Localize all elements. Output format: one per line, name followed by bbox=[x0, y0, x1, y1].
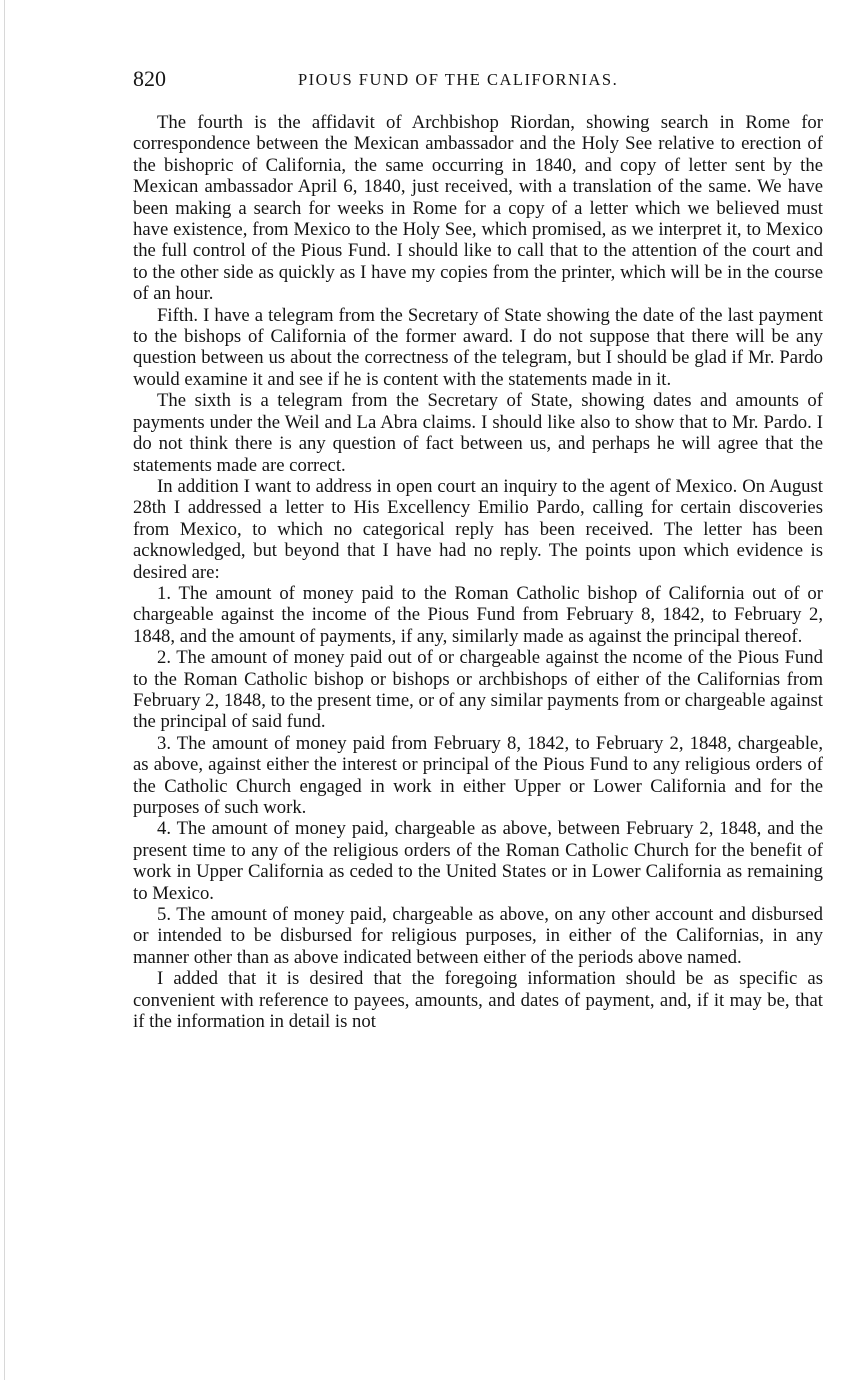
list-item-1: 1. The amount of money paid to the Roman Catholic bishop of California out of or chargeable against the income of the Pious Fund from February 8, 1842, to February 2, 1848, and the amount of payments, if any, similarly made as against the principal thereof. bbox=[133, 582, 823, 647]
paragraph-closing: I added that it is desired that the foregoing information should be as specific as convenient with reference to payees, amounts, and dates of payment, and, if it may be, that if the information in detail is not bbox=[133, 968, 823, 1033]
list-item-2: 2. The amount of money paid out of or chargeable against the ncome of the Pious Fund to the Roman Catholic bishop or bishops or archbishops of either of the Californias from February 2, 1848, to the present time, or of any similar payments from or chargeable against the principal of said fund. bbox=[133, 647, 823, 733]
paragraph-fifth-telegram: Fifth. I have a telegram from the Secretary of State showing the date of the last payment to the bishops of California of the former award. I do not suppose that there will be any question between us about the correctness of the telegram, but I should be glad if Mr. Pardo would examine it and see if he is content with the statements made in it. bbox=[133, 304, 823, 390]
paragraph-inquiry: In addition I want to address in open court an inquiry to the agent of Mexico. On August 28th I addressed a letter to His Excellency Emilio Pardo, calling for certain discoveries from Mexico, to which no categorical reply has been received. The letter has been acknowledged, but beyond that I have had no reply. The points upon which evidence is desired are: bbox=[133, 475, 823, 583]
list-item-4: 4. The amount of money paid, chargeable as above, between February 2, 1848, and the present time to any of the religious orders of the Roman Catholic Church for the benefit of work in Upper California as ceded to the United States or in Lower California as remaining to Mexico. bbox=[133, 818, 823, 904]
paragraph-sixth-telegram: The sixth is a telegram from the Secretary of State, showing dates and amounts of payments under the Weil and La Abra claims. I should like also to show that to Mr. Pardo. I do not think there is any question of fact between us, and perhaps he will agree that the statements made are correct. bbox=[133, 390, 823, 476]
page-number: 820 bbox=[133, 66, 166, 91]
list-item-5: 5. The amount of money paid, chargeable as above, on any other account and disbursed or intended to be disbursed for religious purposes, in either of the Californias, in any manner other than as above indicated between either of the periods above named. bbox=[133, 904, 823, 968]
list-item-3: 3. The amount of money paid from February 8, 1842, to February 2, 1848, chargeable, as above, against either the interest or principal of the Pious Fund to any religious orders of the Catholic Church engaged in work in either Upper or Lower California and for the purposes of such work. bbox=[133, 732, 823, 818]
running-title: PIOUS FUND OF THE CALIFORNIAS. bbox=[298, 70, 619, 89]
paragraph-fourth-affidavit: The fourth is the affidavit of Archbishop Riordan, showing search in Rome for correspondence between the Mexican ambassador and the Holy See relative to erection of the bishopric of California, the same occurring in 1840, and copy of letter sent by the Mexican ambassador April 6, 1840, just received, with a translation of the same. We have been making a search for weeks in Rome for a copy of a letter which we believed must have existence, from Mexico to the Holy See, which promised, as we interpret it, to Mexico the full control of the Pious Fund. I should like to call that to the attention of the court and to the other side as quickly as I have my copies from the printer, which will be in the course of an hour. bbox=[133, 112, 823, 305]
body-text bbox=[133, 112, 823, 1032]
page-edge-rule bbox=[4, 0, 5, 1380]
page-header bbox=[133, 66, 823, 96]
